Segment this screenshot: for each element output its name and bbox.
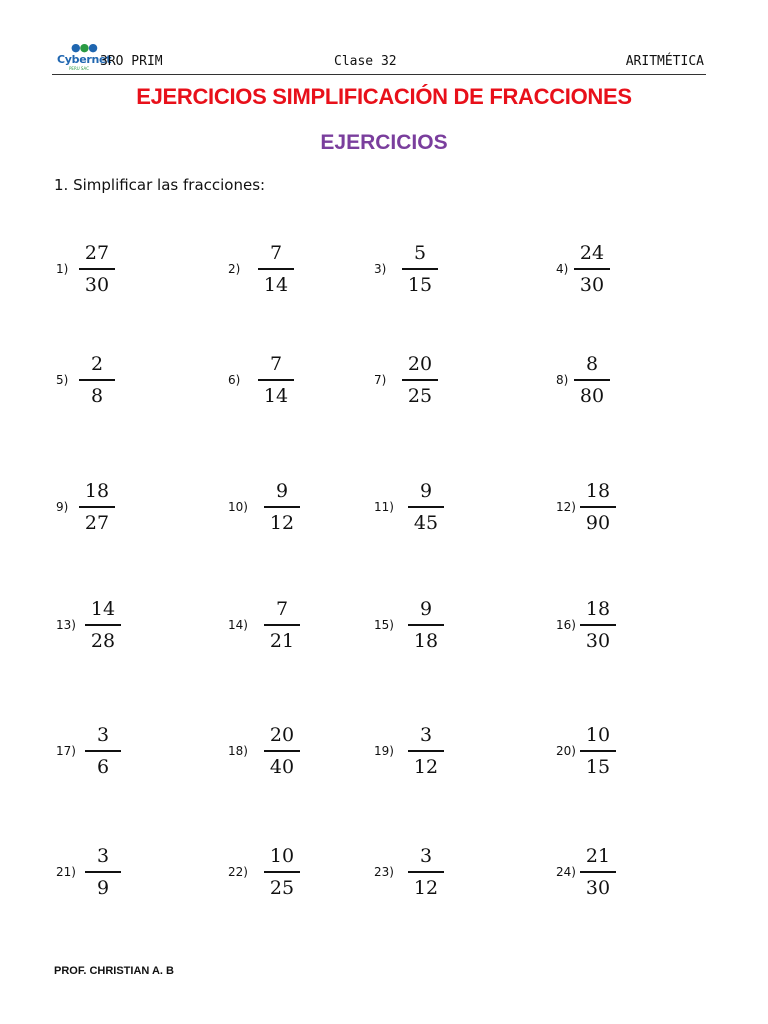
fraction-numerator: 20 (407, 353, 433, 375)
exercise-number: 8) (556, 373, 569, 387)
fraction-denominator: 25 (407, 384, 433, 407)
fraction (572, 241, 612, 298)
exercise-number: 14) (228, 618, 248, 632)
fraction-denominator: 30 (579, 273, 605, 296)
fraction-denominator: 6 (96, 755, 110, 778)
exercise-number: 2) (228, 262, 241, 276)
exercise-number: 4) (556, 262, 569, 276)
exercise-number: 23) (374, 865, 394, 879)
exercise-number: 5) (56, 373, 69, 387)
exercise-item (228, 844, 368, 904)
exercise-number: 22) (228, 865, 248, 879)
logo-tagline: PERU SAC (69, 66, 89, 71)
fraction-bar (85, 871, 121, 873)
exercise-item (556, 844, 696, 904)
fraction-bar (264, 750, 300, 752)
fraction (578, 479, 618, 536)
fraction-bar (408, 506, 444, 508)
fraction-bar (408, 871, 444, 873)
fraction-bar (79, 506, 115, 508)
page-title: EJERCICIOS SIMPLIFICACIÓN DE FRACCIONES (136, 84, 632, 109)
fraction (262, 597, 302, 654)
logo-text: Cybernet (57, 53, 112, 66)
teacher-footer: PROF. CHRISTIAN A. B (54, 965, 174, 977)
exercise-item (374, 241, 514, 301)
fraction-numerator: 9 (419, 480, 433, 502)
fraction-numerator: 18 (585, 598, 611, 620)
grade-label: 3RO PRIM (100, 54, 163, 69)
fraction-numerator: 8 (585, 353, 599, 375)
fraction-denominator: 18 (413, 629, 439, 652)
exercise-item (56, 597, 196, 657)
exercise-number: 17) (56, 744, 76, 758)
fraction-denominator: 28 (90, 629, 116, 652)
fraction (578, 597, 618, 654)
section-heading: EJERCICIOS (320, 131, 448, 154)
exercise-number: 1) (56, 262, 69, 276)
exercise-item (556, 597, 696, 657)
exercise-number: 3) (374, 262, 387, 276)
exercise-item (374, 844, 514, 904)
fraction-denominator: 25 (269, 876, 295, 899)
fraction-bar (85, 750, 121, 752)
exercise-item (374, 352, 514, 412)
fraction-bar (258, 379, 294, 381)
fraction-denominator: 14 (263, 273, 289, 296)
fraction-numerator: 9 (275, 480, 289, 502)
fraction-numerator: 10 (585, 724, 611, 746)
fraction-numerator: 14 (90, 598, 116, 620)
exercise-item (556, 723, 696, 783)
fraction-bar (408, 624, 444, 626)
exercise-item (228, 479, 368, 539)
exercise-item (374, 479, 514, 539)
fraction-numerator: 7 (269, 353, 283, 375)
exercise-number: 7) (374, 373, 387, 387)
fraction-bar (264, 506, 300, 508)
exercise-number: 21) (56, 865, 76, 879)
class-label: Clase 32 (334, 54, 397, 69)
fraction-bar (574, 379, 610, 381)
fraction-numerator: 9 (419, 598, 433, 620)
fraction (578, 723, 618, 780)
exercise-item (556, 479, 696, 539)
fraction-bar (580, 506, 616, 508)
fraction-numerator: 3 (419, 724, 433, 746)
exercise-item (56, 723, 196, 783)
fraction (83, 597, 123, 654)
fraction-numerator: 7 (269, 242, 283, 264)
fraction-bar (79, 379, 115, 381)
fraction-bar (264, 624, 300, 626)
exercise-item (374, 723, 514, 783)
fraction-denominator: 15 (407, 273, 433, 296)
fraction-denominator: 21 (269, 629, 295, 652)
exercise-item (374, 597, 514, 657)
fraction (262, 479, 302, 536)
exercise-item (56, 241, 196, 301)
fraction-denominator: 8 (90, 384, 104, 407)
fraction-numerator: 3 (96, 845, 110, 867)
fraction-numerator: 24 (579, 242, 605, 264)
exercise-item (228, 352, 368, 412)
exercise-number: 6) (228, 373, 241, 387)
fraction-numerator: 2 (90, 353, 104, 375)
fraction-denominator: 80 (579, 384, 605, 407)
fraction-denominator: 14 (263, 384, 289, 407)
fraction (400, 352, 440, 409)
fraction-numerator: 20 (269, 724, 295, 746)
fraction-numerator: 7 (275, 598, 289, 620)
fraction-bar (408, 750, 444, 752)
fraction-bar (264, 871, 300, 873)
fraction-bar (580, 871, 616, 873)
exercise-item (56, 352, 196, 412)
fraction-denominator: 27 (84, 511, 110, 534)
fraction-numerator: 18 (84, 480, 110, 502)
fraction-denominator: 45 (413, 511, 439, 534)
fraction (406, 844, 446, 901)
exercise-item (556, 241, 696, 301)
exercise-number: 24) (556, 865, 576, 879)
fraction-numerator: 3 (96, 724, 110, 746)
fraction-bar (85, 624, 121, 626)
fraction (83, 844, 123, 901)
instruction-text: 1. Simplificar las fracciones: (54, 176, 266, 194)
fraction-bar (258, 268, 294, 270)
fraction-numerator: 5 (413, 242, 427, 264)
page-header (52, 42, 706, 75)
fraction-denominator: 12 (269, 511, 295, 534)
fraction-numerator: 10 (269, 845, 295, 867)
fraction (406, 723, 446, 780)
fraction (256, 241, 296, 298)
fraction-denominator: 30 (84, 273, 110, 296)
exercise-number: 15) (374, 618, 394, 632)
exercise-item (228, 597, 368, 657)
fraction-bar (580, 624, 616, 626)
fraction-denominator: 9 (96, 876, 110, 899)
fraction (262, 844, 302, 901)
fraction (77, 352, 117, 409)
fraction-denominator: 12 (413, 755, 439, 778)
exercise-item (228, 723, 368, 783)
fraction-denominator: 30 (585, 629, 611, 652)
exercise-number: 20) (556, 744, 576, 758)
exercise-number: 13) (56, 618, 76, 632)
fraction-numerator: 18 (585, 480, 611, 502)
fraction (83, 723, 123, 780)
exercise-item (56, 844, 196, 904)
fraction-denominator: 30 (585, 876, 611, 899)
exercise-number: 9) (56, 500, 69, 514)
exercise-number: 18) (228, 744, 248, 758)
fraction (406, 597, 446, 654)
fraction-bar (402, 268, 438, 270)
fraction (578, 844, 618, 901)
exercise-number: 11) (374, 500, 394, 514)
fraction-denominator: 12 (413, 876, 439, 899)
fraction-numerator: 27 (84, 242, 110, 264)
exercise-number: 16) (556, 618, 576, 632)
subject-label: ARITMÉTICA (625, 54, 704, 69)
exercise-number: 12) (556, 500, 576, 514)
exercise-item (228, 241, 368, 301)
fraction (77, 241, 117, 298)
fraction (406, 479, 446, 536)
fraction-bar (580, 750, 616, 752)
exercise-number: 19) (374, 744, 394, 758)
fraction-denominator: 90 (585, 511, 611, 534)
fraction-bar (402, 379, 438, 381)
fraction-bar (574, 268, 610, 270)
people-logo-icon: ●●● (71, 41, 97, 54)
fraction-numerator: 3 (419, 845, 433, 867)
fraction (256, 352, 296, 409)
fraction (77, 479, 117, 536)
exercise-number: 10) (228, 500, 248, 514)
fraction-denominator: 40 (269, 755, 295, 778)
fraction (400, 241, 440, 298)
fraction (572, 352, 612, 409)
exercise-item (56, 479, 196, 539)
fraction-bar (79, 268, 115, 270)
fraction (262, 723, 302, 780)
exercise-item (556, 352, 696, 412)
fraction-numerator: 21 (585, 845, 611, 867)
fraction-denominator: 15 (585, 755, 611, 778)
